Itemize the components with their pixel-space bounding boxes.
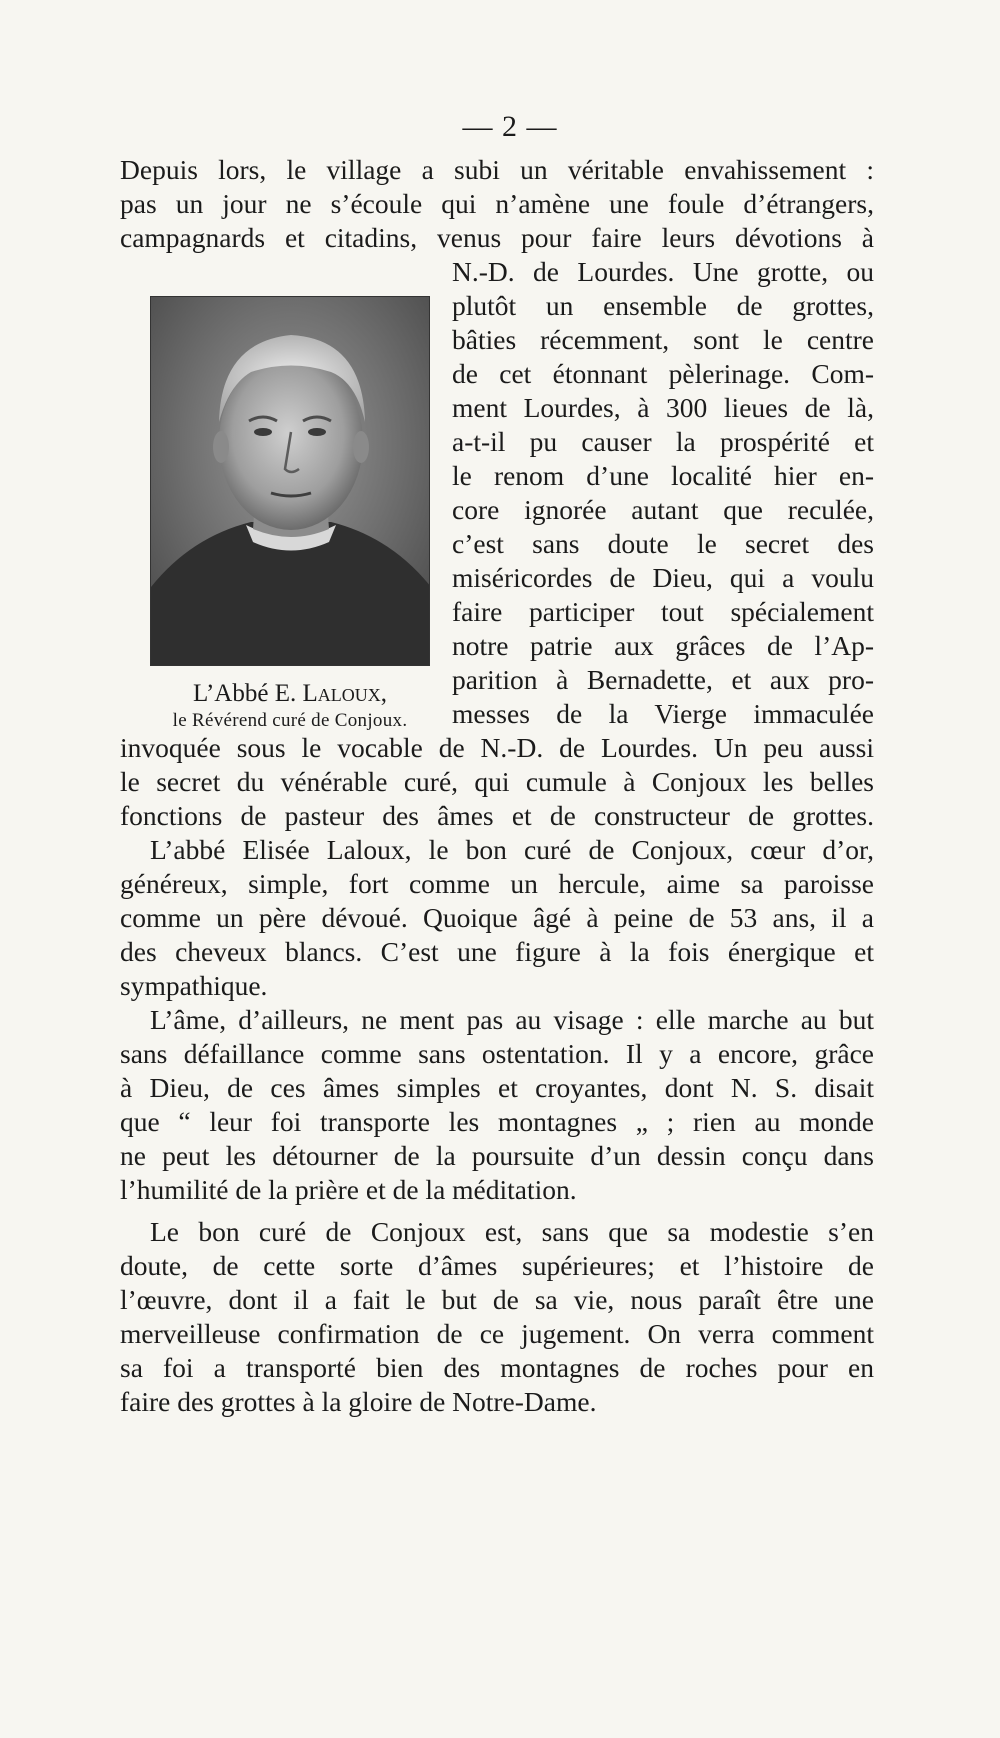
text-line: ment Lourdes, à 300 lieues de là, bbox=[452, 392, 874, 423]
text-line: invoquée sous le vocable de N.-D. de Lourdes. Un peu aussi bbox=[120, 732, 874, 763]
page-number: — 2 — bbox=[462, 110, 558, 143]
text-line: pas un jour ne s’écoule qui n’amène une foule d’étrangers, bbox=[120, 188, 874, 219]
text-line: le secret du vénérable curé, qui cumule à Conjoux les belles bbox=[120, 766, 874, 797]
text-line: bâties récemment, sont le centre bbox=[452, 324, 874, 355]
text-line: ne peut les détourner de la poursuite d’un dessin conçu dans bbox=[120, 1140, 874, 1171]
text-line: L’abbé Elisée Laloux, le bon curé de Conjoux, cœur d’or, bbox=[150, 834, 874, 865]
text-line: L’âme, d’ailleurs, ne ment pas au visage : elle marche au but bbox=[150, 1004, 874, 1035]
text-line: messes de la Vierge immaculée bbox=[452, 698, 874, 729]
text-line: le renom d’une localité hier en- bbox=[452, 460, 874, 491]
text-line: Depuis lors, le village a subi un véritable envahissement : bbox=[120, 154, 874, 185]
portrait-caption-name bbox=[150, 680, 430, 708]
text-line: core ignorée autant que reculée, bbox=[452, 494, 874, 525]
text-line: que “ leur foi transporte les montagnes „ ; rien au monde bbox=[120, 1106, 874, 1137]
text-line: l’humilité de la prière et de la méditation. bbox=[120, 1174, 577, 1205]
portrait-photo bbox=[150, 296, 430, 666]
text-line: sans défaillance comme sans ostentation. Il y a encore, grâce bbox=[120, 1038, 874, 1069]
text-line: doute, de cette sorte d’âmes supérieures; et l’histoire de bbox=[120, 1250, 874, 1281]
text-line: fonctions de pasteur des âmes et de constructeur de grottes. bbox=[120, 800, 874, 831]
text-line: miséricordes de Dieu, qui a voulu bbox=[452, 562, 874, 593]
text-line: N.-D. de Lourdes. Une grotte, ou bbox=[452, 256, 874, 287]
text-line: comme un père dévoué. Quoique âgé à peine de 53 ans, il a bbox=[120, 902, 874, 933]
text-line: faire des grottes à la gloire de Notre-Dame. bbox=[120, 1386, 597, 1417]
portrait-caption-subtitle: le Révérend curé de Conjoux. bbox=[172, 710, 408, 731]
text-line: de cet étonnant pèlerinage. Com- bbox=[452, 358, 874, 389]
text-line: plutôt un ensemble de grottes, bbox=[452, 290, 874, 321]
text-line: c’est sans doute le secret des bbox=[452, 528, 874, 559]
portrait-illustration bbox=[151, 297, 430, 666]
text-line: des cheveux blancs. C’est une figure à la fois énergique et bbox=[120, 936, 874, 967]
text-line: a-t-il pu causer la prospérité et bbox=[452, 426, 874, 457]
text-line: généreux, simple, fort comme un hercule, aime sa paroisse bbox=[120, 868, 874, 899]
text-line: merveilleuse confirmation de ce jugement. On verra comment bbox=[120, 1318, 874, 1349]
text-line: notre patrie aux grâces de l’Ap- bbox=[452, 630, 874, 661]
text-line: l’œuvre, dont il a fait le but de sa vie, nous paraît être une bbox=[120, 1284, 874, 1315]
text-line: sa foi a transporté bien des montagnes de roches pour en bbox=[120, 1352, 874, 1383]
caption-surname: Laloux bbox=[302, 680, 381, 707]
text-line: faire participer tout spécialement bbox=[452, 596, 874, 627]
text-line: à Dieu, de ces âmes simples et croyantes, dont N. S. disait bbox=[120, 1072, 874, 1103]
text-line: Le bon curé de Conjoux est, sans que sa modestie s’en bbox=[150, 1216, 874, 1247]
text-line: campagnards et citadins, venus pour faire leurs dévotions à bbox=[120, 222, 874, 253]
caption-name-text: L’Abbé E. Laloux, bbox=[193, 680, 387, 707]
text-line: sympathique. bbox=[120, 970, 268, 1001]
text-line: parition à Bernadette, et aux pro- bbox=[452, 664, 874, 695]
